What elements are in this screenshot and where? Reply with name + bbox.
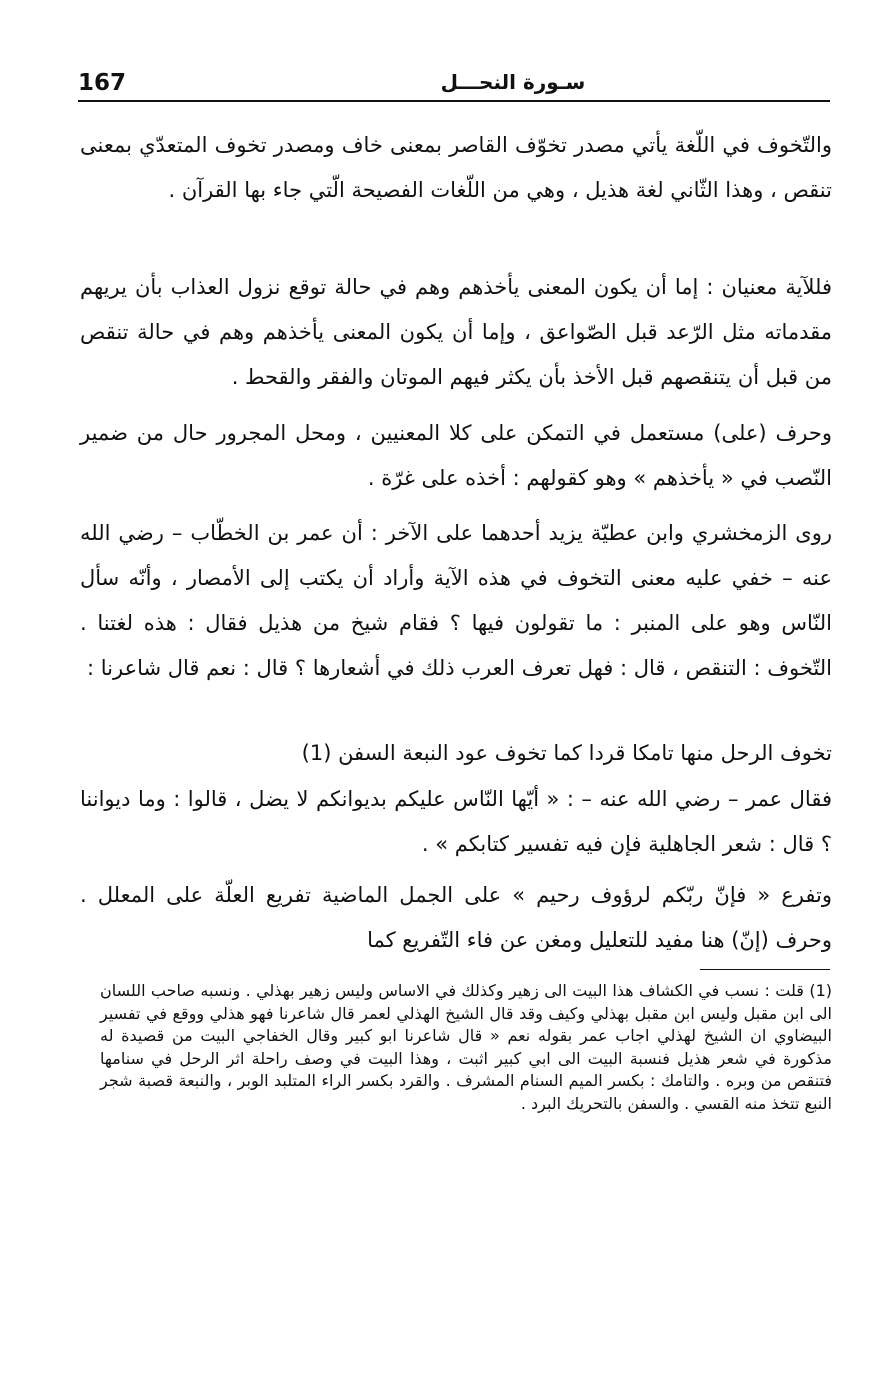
paragraph-5: فقال عمر – رضي الله عنه – : « أيّها النّاس عليكم بديوانكم لا يضل ، قالوا : وما ديواننا ؟ قال : شعر الجاهلية فإن فيه تفسير كتابكم » . xyxy=(80,787,832,856)
paragraph-6: وتفرع « فإنّ ربّكم لرؤوف رحيم » على الجمل الماضية تفريع العلّة على المعلل . وحرف (إنّ) هنا مفيد للتعليل ومغن عن فاء التّفريع كما xyxy=(80,883,832,952)
poetry-verse: تخوف الرحل منها تامكا قردا كما تخوف عود النبعة السفن (1) xyxy=(301,741,832,765)
paragraph-3: وحرف (على) مستعمل في التمكن على كلا المعنيين ، ومحل المجرور حال من ضمير النّصب في « يأخذهم » وهو كقولهم : أخذه على غرّة . xyxy=(80,421,832,490)
paragraph-4: روى الزمخشري وابن عطيّة يزيد أحدهما على الآخر : أن عمر بن الخطّاب – رضي الله عنه – خفي عليه معنى التخوف في هذه الآية وأراد أن يكتب إلى الأمصار ، وأنّه سأل النّاس وهو على المنبر : ما تقولون فيها ؟ فقام شيخ من هذيل فقال : هذه لغتنا . التّخوف : التنقص ، قال : فهل تعرف العرب ذلك في أشعارها ؟ قال : نعم قال شاعرنا : xyxy=(80,521,832,680)
footnote-rule xyxy=(700,969,830,970)
page-header xyxy=(78,70,830,104)
footnote: (1) قلت : نسب في الكشاف هذا البيت الى زهير وكذلك في الاساس وليس زهير بهذلي . ونسبه صاحب اللسان الى ابن مقبل وليس ابن مقبل بهذلي وكيف وقد قال الشيخ الهذلي لعمر قال شاعرنا فهو هذلي ووقع في تفسير البيضاوي ان الشيخ لهذلي اجاب عمر بقوله نعم « قال شاعرنا ابو كبير وقال الخفاجي البيت من قصيدة له مذكورة في شعر هذيل فنسبة البيت الى ابي كبير اثبت ، وهذا البيت في وصف راحلة اثر الرحل في سنامها فتنقص من وبره . والتامك : بكسر الميم السنام المشرف . والقرد بكسر الراء المتلبد الوبر ، والنبعة قصبة شجر النبع تتخذ منه القسي . والسفن بالتحريك البرد . xyxy=(100,981,832,1113)
page-number: 167 xyxy=(78,70,127,96)
paragraph-2: فللآية معنيان : إما أن يكون المعنى يأخذهم وهم في حالة توقع نزول العذاب بأن يريهم مقدماته مثل الرّعد قبل الصّواعق ، وإما أن يكون المعنى يأخذهم وهم في حالة تنقص من قبل أن يتنقصهم قبل الأخذ بأن يكثر فيهم الموتان والفقر والقحط . xyxy=(80,275,832,389)
running-title: سـورة النحـــل xyxy=(440,70,586,94)
paragraph-1: والتّخوف في اللّغة يأتي مصدر تخوّف القاصر بمعنى خاف ومصدر تخوف المتعدّي بمعنى تنقص ، وهذا الثّاني لغة هذيل ، وهي من اللّغات الفصيحة الّتي جاء بها القرآن . xyxy=(80,133,832,202)
header-rule xyxy=(78,100,830,102)
